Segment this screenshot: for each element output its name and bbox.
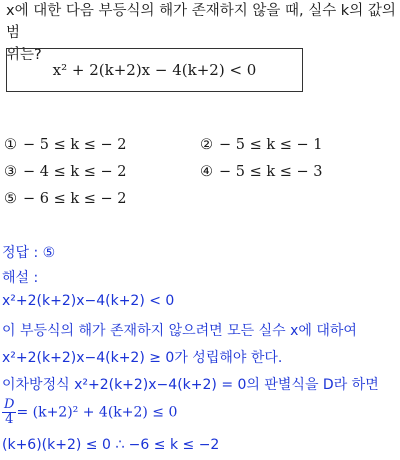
option-4[interactable] [200, 164, 323, 180]
option-5[interactable] [4, 191, 127, 207]
solution-line-6: (k+6)(k+2) ≤ 0 ∴ −6 ≤ k ≤ −2 [2, 437, 220, 453]
answer-line: 정답 : ⑤ [2, 245, 56, 261]
option-4-text: − 5 ≤ k ≤ − 3 [219, 164, 323, 180]
discriminant-fraction [2, 398, 16, 427]
question-line-1: x에 대한 다음 부등식의 해가 존재하지 않을 때, 실수 k의 값의 범 [6, 3, 396, 41]
fraction-denominator: 4 [5, 412, 14, 427]
option-5-text: − 6 ≤ k ≤ − 2 [23, 191, 127, 207]
solution-line-4: 이차방정식 x²+2(k+2)x−4(k+2) = 0의 판별식을 D라 하면 [2, 377, 379, 393]
solution-line-2: 이 부등식의 해가 존재하지 않으려면 모든 실수 x에 대하여 [2, 323, 357, 339]
option-1-number: ① [4, 137, 17, 153]
solution-line-5-text: = (k+2)² + 4(k+2) ≤ 0 [16, 404, 178, 421]
solution-line-3: x²+2(k+2)x−4(k+2) ≥ 0가 성립해야 한다. [2, 350, 283, 366]
option-1[interactable] [4, 137, 127, 153]
option-4-number: ④ [200, 164, 213, 180]
solution-line-1: x²+2(k+2)x−4(k+2) < 0 [2, 293, 175, 309]
option-3[interactable] [4, 164, 127, 180]
option-2-text: − 5 ≤ k ≤ − 1 [219, 137, 323, 153]
option-1-text: − 5 ≤ k ≤ − 2 [23, 137, 127, 153]
solution-line-5 [2, 398, 177, 427]
inequality-expression: x² + 2(k+2)x − 4(k+2) < 0 [52, 61, 257, 79]
option-3-text: − 4 ≤ k ≤ − 2 [23, 164, 127, 180]
option-5-number: ⑤ [4, 191, 17, 207]
option-2-number: ② [200, 137, 213, 153]
question-line-2: 위는? [6, 47, 42, 63]
option-2[interactable] [200, 137, 323, 153]
fraction-numerator: D [4, 397, 15, 412]
solution-label: 해설 : [2, 270, 39, 286]
option-3-number: ③ [4, 164, 17, 180]
inequality-box [6, 48, 303, 92]
